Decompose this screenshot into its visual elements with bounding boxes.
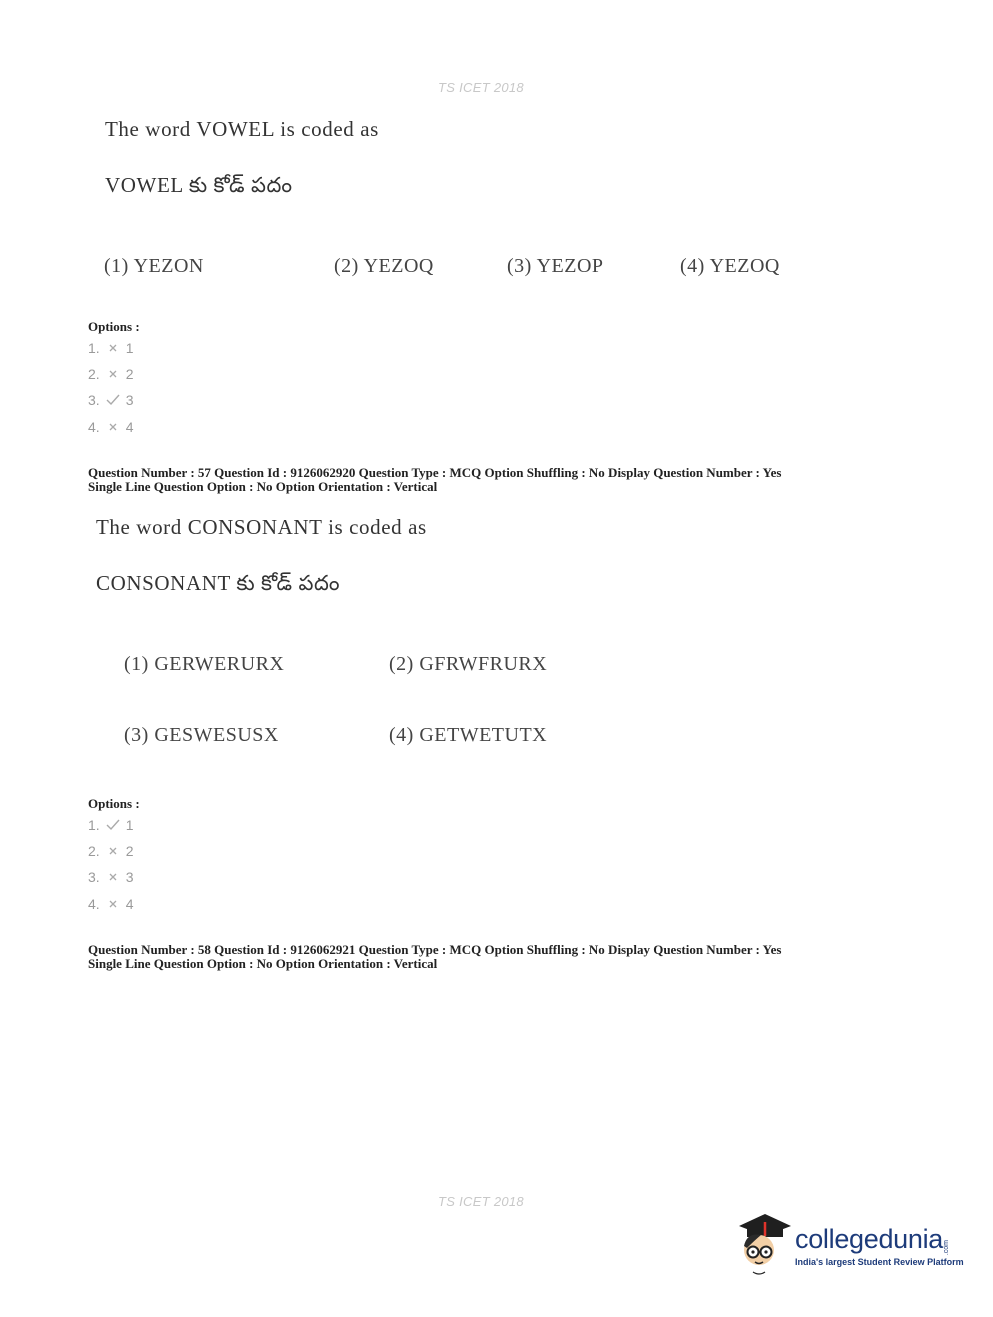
header-watermark: TS ICET 2018 [438,80,524,95]
cross-icon [106,420,120,434]
question-meta-line1: Question Number : 58 Question Id : 9126062921 Question Type : MCQ Option Shuffling : No Display Question Number : Yes [88,942,782,957]
option-value: 4 [125,419,134,435]
options-label: Options : [88,796,140,811]
check-icon [106,818,120,832]
answer-choice-2: (2) YEZOQ [334,255,434,277]
option-row [88,869,133,885]
option-value: 3 [125,869,134,885]
option-row [88,366,133,382]
option-value: 1 [125,340,134,356]
option-number: 1. [88,817,100,833]
answer-choice-3: (3) YEZOP [507,255,604,277]
option-row [88,896,133,912]
answer-choice-2: (2) GFRWFRURX [389,653,548,675]
question-text-telugu: VOWEL కు కోడ్ పదం [105,173,293,197]
mascot-icon [735,1210,793,1281]
option-number: 3. [88,392,100,408]
collegedunia-logo [735,1210,964,1281]
answer-choice-1: (1) GERWERURX [124,653,285,675]
answer-choice-4: (4) GETWETUTX [389,724,548,746]
logo-suffix: .com [943,1239,951,1255]
option-number: 1. [88,340,100,356]
question-meta-line2: Single Line Question Option : No Option Orientation : Vertical [88,479,438,494]
question-meta-line2: Single Line Question Option : No Option Orientation : Vertical [88,956,438,971]
option-number: 4. [88,419,100,435]
question-text-english: The word VOWEL is coded as [105,117,379,141]
option-value: 2 [125,843,134,859]
cross-icon [106,870,120,884]
question-text-english: The word CONSONANT is coded as [96,515,427,539]
footer-watermark: TS ICET 2018 [438,1194,524,1209]
option-number: 3. [88,869,100,885]
option-value: 3 [125,392,134,408]
logo-wordmark: collegedunia [795,1224,944,1254]
question-text-telugu: CONSONANT కు కోడ్ పదం [96,571,341,595]
option-row [88,419,133,435]
option-row [88,340,133,356]
logo-tagline: India's largest Student Review Platform [795,1257,964,1267]
options-label: Options : [88,319,140,334]
option-number: 2. [88,843,100,859]
answer-choice-1: (1) YEZON [104,255,204,277]
check-icon [106,393,120,407]
option-row [88,843,133,859]
cross-icon [106,367,120,381]
answer-choice-3: (3) GESWESUSX [124,724,279,746]
option-value: 2 [125,366,134,382]
cross-icon [106,341,120,355]
option-number: 2. [88,366,100,382]
option-value: 4 [125,896,134,912]
option-number: 4. [88,896,100,912]
question-meta-line1: Question Number : 57 Question Id : 9126062920 Question Type : MCQ Option Shuffling : No Display Question Number : Yes [88,465,782,480]
option-value: 1 [125,817,134,833]
answer-choice-4: (4) YEZOQ [680,255,780,277]
cross-icon [106,897,120,911]
option-row [88,392,133,408]
option-row [88,817,133,833]
cross-icon [106,844,120,858]
